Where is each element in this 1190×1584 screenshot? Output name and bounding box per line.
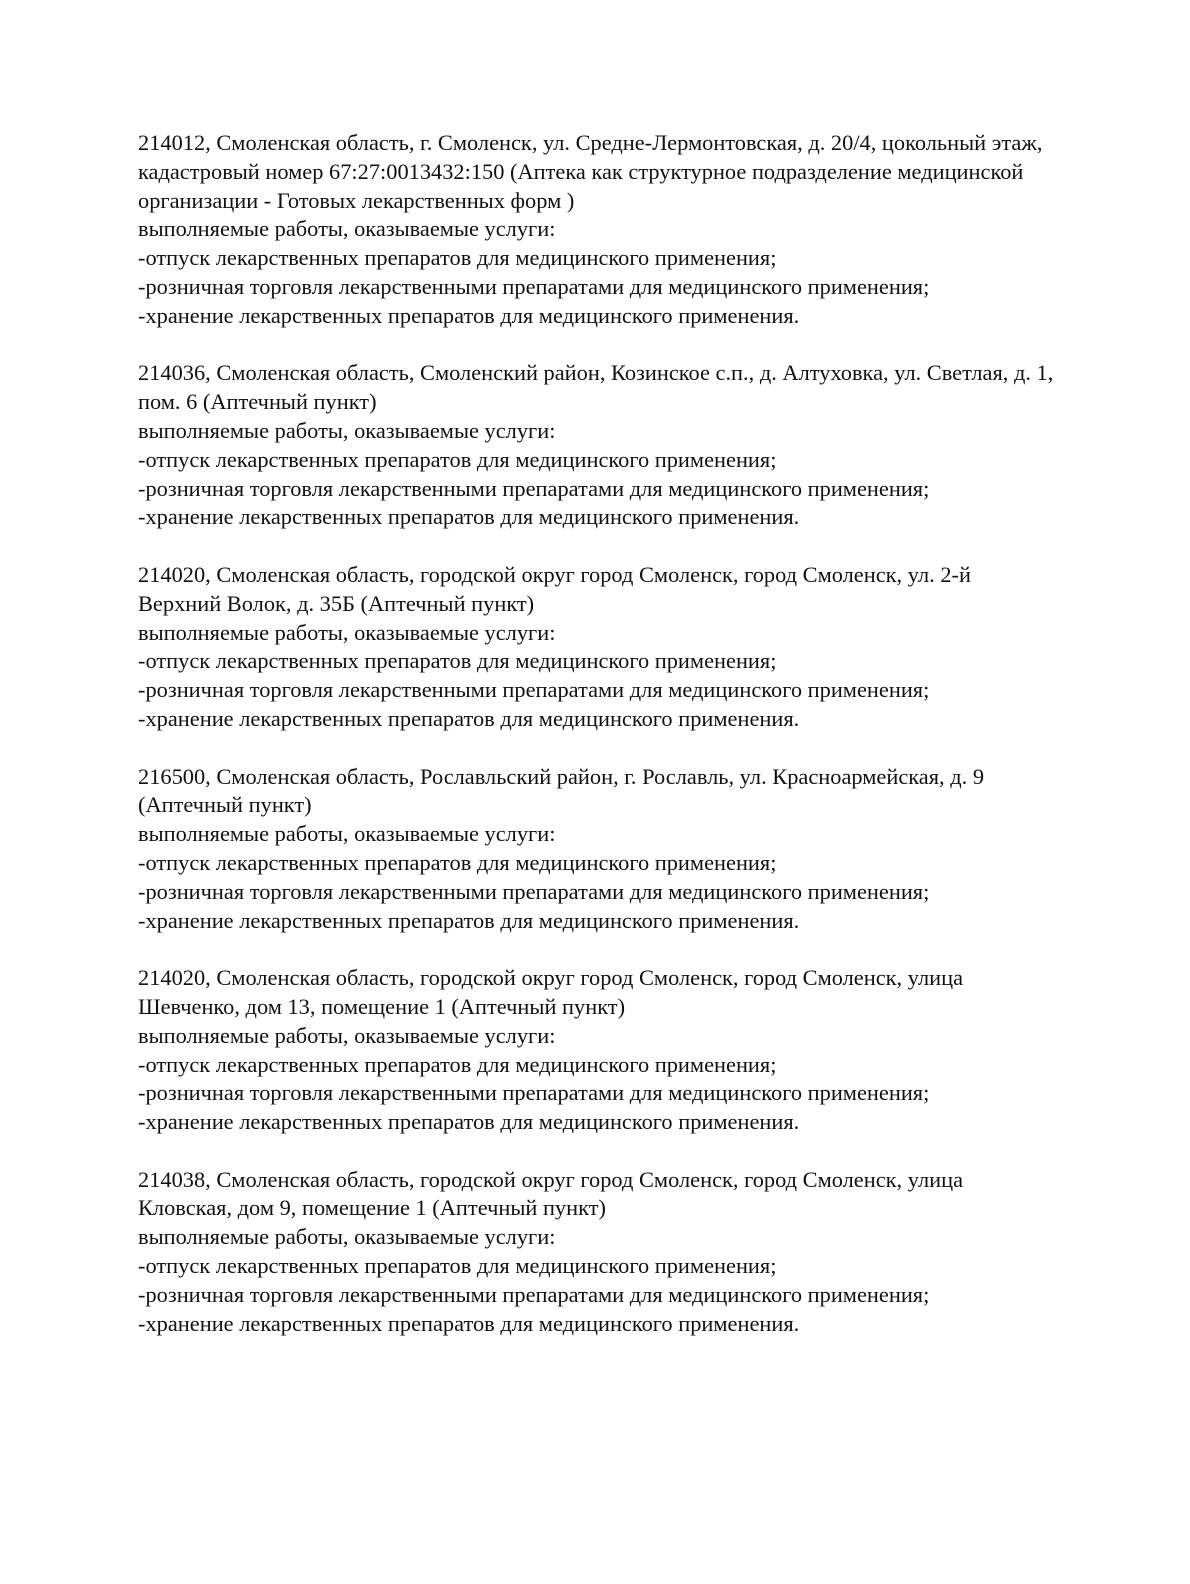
address-line: 216500, Смоленская область, Рославльский район, г. Рославль, ул. Красноармейская, д. 9	[138, 763, 985, 789]
address-line: организации - Готовых лекарственных форм )	[138, 187, 575, 213]
document-body	[138, 129, 1128, 1367]
address-line: 214012, Смоленская область, г. Смоленск, ул. Средне-Лермонтовская, д. 20/4, цокольный этаж,	[138, 130, 1043, 155]
service-item: -отпуск лекарственных препаратов для медицинского применения;	[138, 1051, 777, 1077]
service-item: -отпуск лекарственных препаратов для медицинского применения;	[138, 648, 777, 674]
service-item: -хранение лекарственных препаратов для медицинского применения.	[138, 907, 800, 933]
service-item: -розничная торговля лекарственными препаратами для медицинского применения;	[138, 1281, 930, 1307]
works-heading: выполняемые работы, оказываемые услуги:	[138, 821, 556, 847]
address-line: Верхний Волок, д. 35Б (Аптечный пункт)	[138, 590, 535, 616]
service-item: -розничная торговля лекарственными препаратами для медицинского применения;	[138, 273, 930, 299]
works-heading: выполняемые работы, оказываемые услуги:	[138, 216, 556, 242]
service-item: -хранение лекарственных препаратов для медицинского применения.	[138, 705, 800, 731]
address-line: Шевченко, дом 13, помещение 1 (Аптечный пункт)	[138, 993, 626, 1019]
service-item: -отпуск лекарственных препаратов для медицинского применения;	[138, 446, 777, 472]
service-item: -отпуск лекарственных препаратов для медицинского применения;	[138, 245, 777, 271]
works-heading: выполняемые работы, оказываемые услуги:	[138, 417, 556, 443]
pharmacy-entry	[138, 359, 1128, 532]
address-line: (Аптечный пункт)	[138, 792, 312, 818]
address-line: кадастровый номер 67:27:0013432:150 (Аптека как структурное подразделение медицинской	[138, 158, 1024, 184]
address-line: пом. 6 (Аптечный пункт)	[138, 389, 377, 415]
pharmacy-entry	[138, 129, 1128, 331]
works-heading: выполняемые работы, оказываемые услуги:	[138, 619, 556, 645]
pharmacy-entry	[138, 763, 1128, 936]
service-item: -розничная торговля лекарственными препаратами для медицинского применения;	[138, 1080, 930, 1106]
service-item: -розничная торговля лекарственными препаратами для медицинского применения;	[138, 677, 930, 703]
service-item: -отпуск лекарственных препаратов для медицинского применения;	[138, 1253, 777, 1279]
service-item: -отпуск лекарственных препаратов для медицинского применения;	[138, 849, 777, 875]
service-item: -хранение лекарственных препаратов для медицинского применения.	[138, 1310, 800, 1336]
address-line: 214038, Смоленская область, городской округ город Смоленск, город Смоленск, улица	[138, 1166, 964, 1192]
works-heading: выполняемые работы, оказываемые услуги:	[138, 1022, 556, 1048]
service-item: -розничная торговля лекарственными препаратами для медицинского применения;	[138, 475, 930, 501]
address-line: 214020, Смоленская область, городской округ город Смоленск, город Смоленск, ул. 2-й	[138, 561, 971, 587]
pharmacy-entry	[138, 561, 1128, 734]
service-item: -розничная торговля лекарственными препаратами для медицинского применения;	[138, 878, 930, 904]
pharmacy-entry	[138, 964, 1128, 1137]
works-heading: выполняемые работы, оказываемые услуги:	[138, 1224, 556, 1250]
pharmacy-entry	[138, 1166, 1128, 1339]
address-line: Кловская, дом 9, помещение 1 (Аптечный пункт)	[138, 1195, 606, 1221]
address-line: 214020, Смоленская область, городской округ город Смоленск, город Смоленск, улица	[138, 965, 964, 991]
address-line: 214036, Смоленская область, Смоленский район, Козинское с.п., д. Алтуховка, ул. Светлая, д. 1,	[138, 360, 1054, 386]
service-item: -хранение лекарственных препаратов для медицинского применения.	[138, 1109, 800, 1135]
service-item: -хранение лекарственных препаратов для медицинского применения.	[138, 302, 800, 328]
service-item: -хранение лекарственных препаратов для медицинского применения.	[138, 504, 800, 530]
